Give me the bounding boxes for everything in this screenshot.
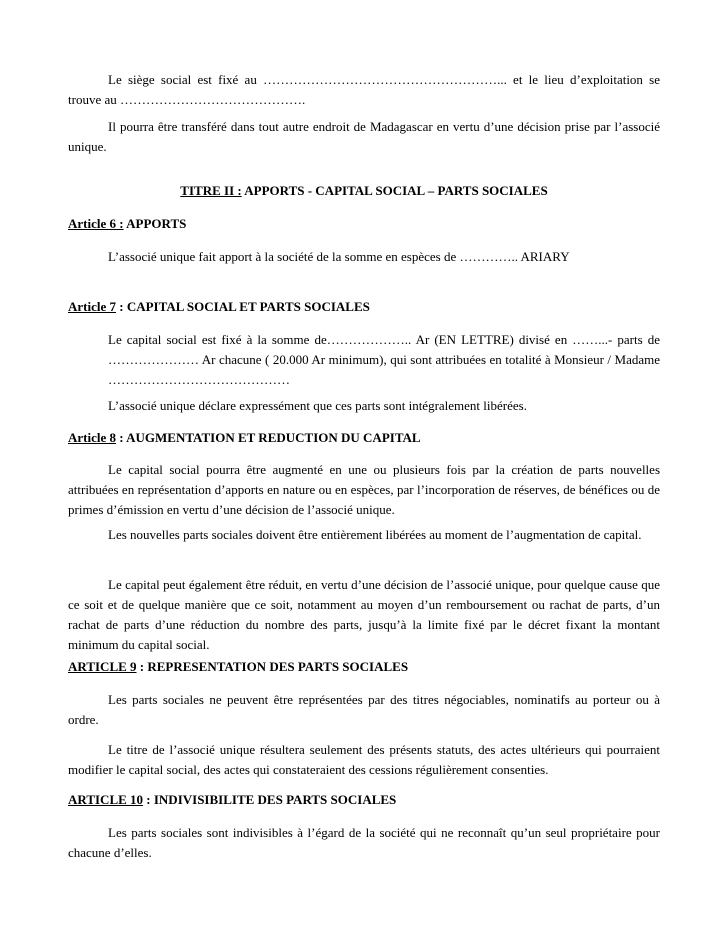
paragraph-capital: Le capital social est fixé à la somme de……………….. Ar (EN LETTRE) divisé en ……...- parts de ………………… Ar chacune ( 20.000 Ar minimum), qui sont attribuées en totalité à Monsieur / Madame …………………………………… xyxy=(108,332,660,387)
article-6-heading xyxy=(68,214,186,234)
article-10-heading xyxy=(68,790,396,810)
paragraph-indivisibilite: Les parts sociales sont indivisibles à l’égard de la société qui ne reconnaît qu’un seul propriétaire pour chacune d’elles. xyxy=(68,825,660,860)
article-7-title: : CAPITAL SOCIAL ET PARTS SOCIALES xyxy=(116,299,370,314)
paragraph-augmentation-2: Les nouvelles parts sociales doivent être entièrement libérées au moment de l’augmentation de capital. xyxy=(108,527,642,542)
section-title-label: TITRE II : xyxy=(180,183,242,198)
article-6-label: Article 6 : xyxy=(68,216,124,231)
paragraph-liberees: L’associé unique déclare expressément que ces parts sont intégralement libérées. xyxy=(108,398,527,413)
paragraph-transfert: Il pourra être transféré dans tout autre endroit de Madagascar en vertu d’une décision prise par l’associé unique. xyxy=(68,119,660,154)
paragraph-representation-2: Le titre de l’associé unique résultera seulement des présents statuts, des actes ultérieurs qui pourraient modifier le capital social, des actes qui constateraient des cessions régulièrement consenties. xyxy=(68,742,660,777)
paragraph-reduction: Le capital peut également être réduit, en vertu d’une décision de l’associé unique, pour quelque cause que ce soit et de quelque manière que ce soit, notamment au moyen d’un remboursement ou rachat de parts, d’un rachat de parts d’une réduction du nombre des parts, jusqu’à la limite fixé par le décret fixant la montant minimum du capital social. xyxy=(68,577,660,652)
paragraph-representation-1: Les parts sociales ne peuvent être représentées par des titres négociables, nominatifs au porteur ou à ordre. xyxy=(68,692,660,727)
section-title-text: APPORTS - CAPITAL SOCIAL – PARTS SOCIALES xyxy=(241,183,548,198)
article-7-heading xyxy=(68,297,370,317)
article-6-title: APPORTS xyxy=(123,216,187,231)
paragraph-augmentation-1: Le capital social pourra être augmenté en une ou plusieurs fois par la création de parts nouvelles attribuées en représentation d’apports en nature ou en espèces, par l’incorporation de réserves, de bénéfices ou de primes d’émission en vertu d’une décision de l’associé unique. xyxy=(68,462,660,517)
article-10-title: : INDIVISIBILITE DES PARTS SOCIALES xyxy=(143,792,397,807)
article-10-label: ARTICLE 10 xyxy=(68,792,144,807)
article-9-title: : REPRESENTATION DES PARTS SOCIALES xyxy=(136,659,409,674)
article-7-label: Article 7 xyxy=(68,299,117,314)
article-8-label: Article 8 xyxy=(68,430,117,445)
paragraph-apports: L’associé unique fait apport à la société de la somme en espèces de ………….. ARIARY xyxy=(108,249,570,264)
article-8-heading xyxy=(68,428,421,448)
article-8-title: : AUGMENTATION ET REDUCTION DU CAPITAL xyxy=(116,430,421,445)
article-9-label: ARTICLE 9 xyxy=(68,659,137,674)
paragraph-siege: Le siège social est fixé au ………………………………………………... et le lieu d’exploitation se trouve au ……………………………………. xyxy=(68,72,660,107)
article-9-heading xyxy=(68,657,408,677)
section-title xyxy=(0,181,728,201)
